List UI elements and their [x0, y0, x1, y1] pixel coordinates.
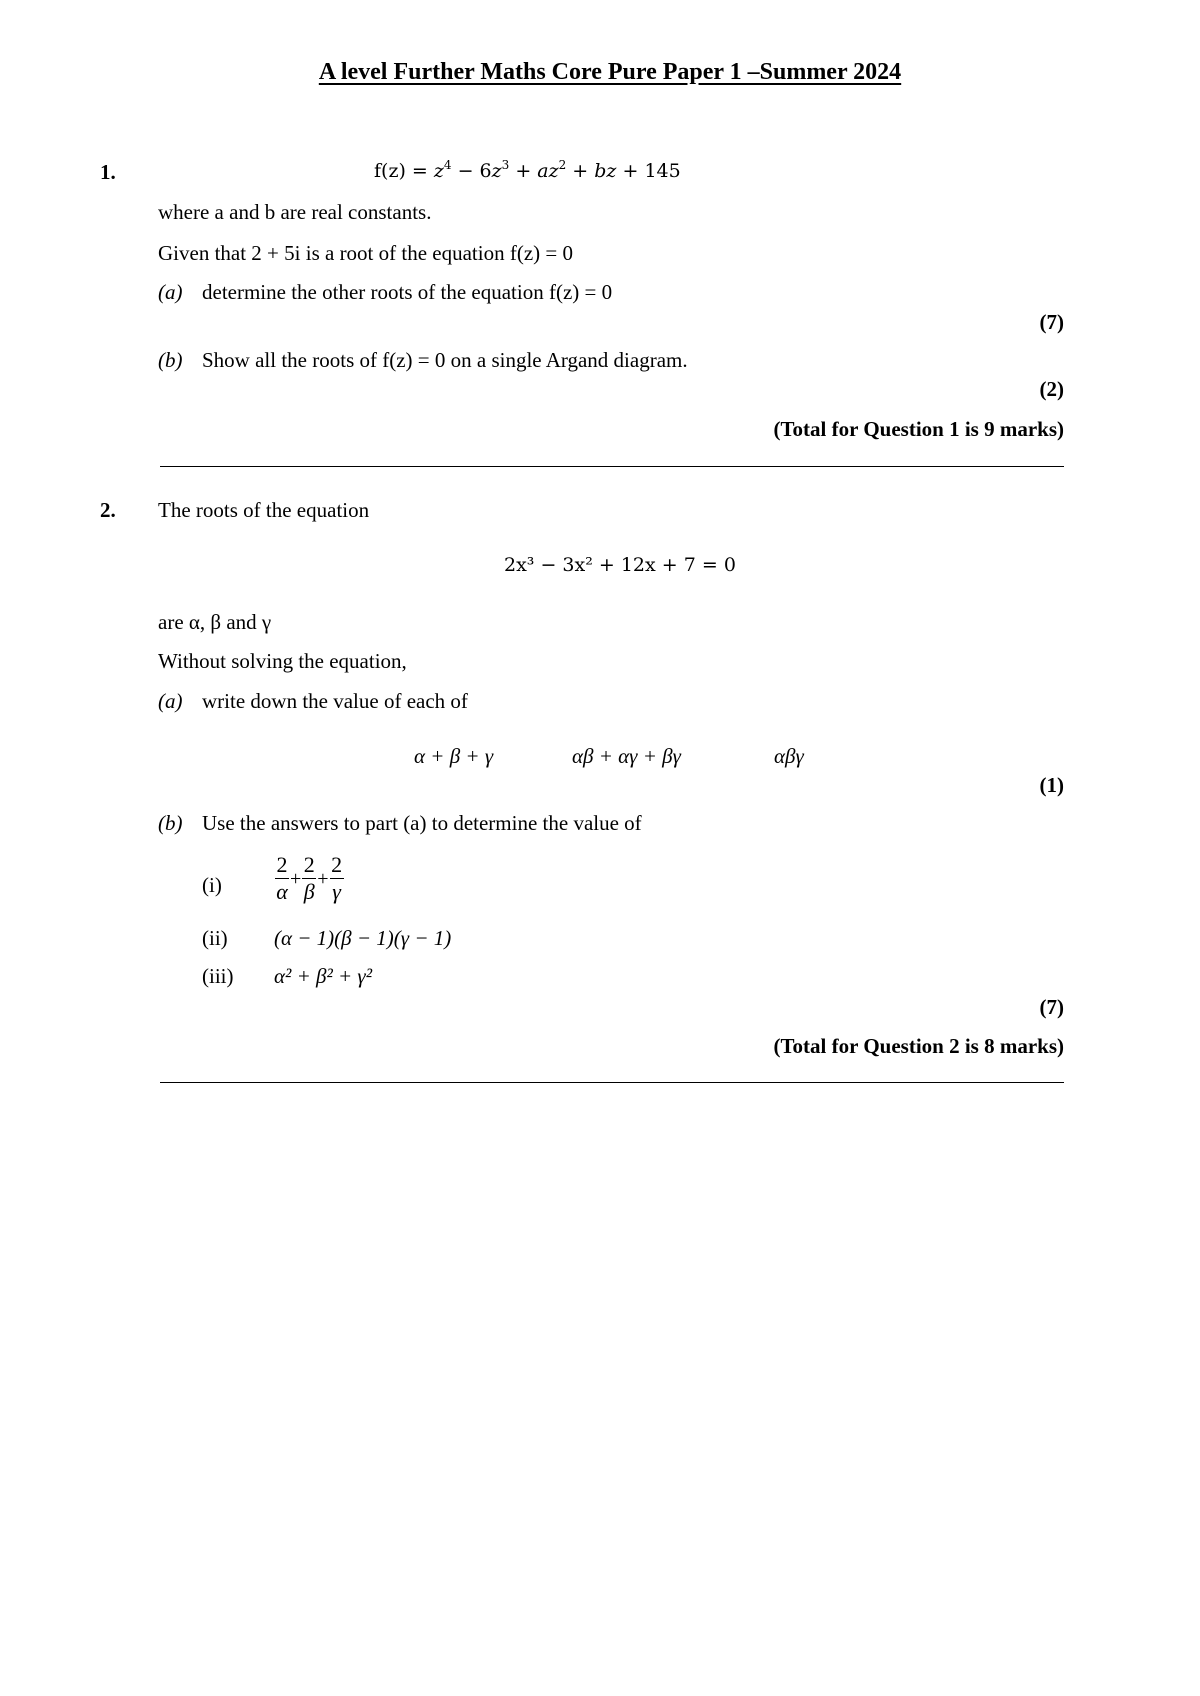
q2-pair-sum-expression: αβ + αγ + βγ	[572, 744, 681, 768]
q2-part-a-marks: (1)	[1039, 773, 1064, 797]
q2-total: (Total for Question 2 is 8 marks)	[773, 1034, 1064, 1058]
q1-function-lhs: f(z) =	[374, 160, 434, 182]
q2-cubic-equation: 2x³ − 3x² + 12x + 7 = 0	[504, 554, 736, 576]
q2-sub-i-label: (i)	[202, 873, 222, 897]
q2-sub-i-fraction-sum: $\frac{2}{\alpha}$ + $\frac{2}{\beta}$ + $\frac{2}{\gamma}$	[276, 852, 343, 904]
q1-total: (Total for Question 1 is 9 marks)	[773, 417, 1064, 441]
fraction-2-over-alpha: $\frac{2}{\alpha}$	[276, 852, 288, 904]
q2-part-a-text: write down the value of each of	[202, 689, 468, 713]
q2-part-b-marks: (7)	[1039, 995, 1064, 1019]
q1-given-text: Given that 2 + 5i is a root of the equation f(z) = 0	[158, 241, 573, 265]
q1-where-text: where a and b are real constants.	[158, 200, 432, 224]
q2-part-b-label: (b)	[158, 811, 183, 835]
question-1-number: 1.	[100, 160, 116, 184]
q2-sub-ii-label: (ii)	[202, 926, 228, 950]
q1-part-b-marks: (2)	[1039, 377, 1064, 401]
q2-sub-ii-expression: (α − 1)(β − 1)(γ − 1)	[274, 926, 452, 950]
q1-function-definition: $f(z) = z^4 - 6z^3 + az^2$ + bz + 145	[374, 158, 681, 182]
q1-part-a-label: (a)	[158, 280, 183, 304]
q2-product-expression: αβγ	[774, 744, 804, 768]
q2-sum-expression: α + β + γ	[414, 744, 494, 768]
q2-sub-iii-label: (iii)	[202, 964, 234, 988]
fraction-2-over-beta: $\frac{2}{\beta}$	[303, 852, 315, 904]
q2-separator-line	[160, 1082, 1064, 1083]
page-title: A level Further Maths Core Pure Paper 1 –Summer 2024	[318, 59, 902, 85]
q1-separator-line	[160, 466, 1064, 467]
question-2-number: 2.	[100, 498, 116, 522]
q2-roots-text: are α, β and γ	[158, 610, 272, 634]
q1-part-b-text: Show all the roots of f(z) = 0 on a single Argand diagram.	[202, 348, 688, 372]
q1-part-a-text: determine the other roots of the equation f(z) = 0	[202, 280, 613, 304]
fraction-2-over-gamma: $\frac{2}{\gamma}$	[331, 852, 343, 904]
q1-part-a-marks: (7)	[1039, 310, 1064, 334]
q1-part-b-label: (b)	[158, 348, 183, 372]
q2-sub-iii-expression: α² + β² + γ²	[274, 964, 372, 988]
q2-without-text: Without solving the equation,	[158, 649, 407, 673]
q2-part-a-label: (a)	[158, 689, 183, 713]
q2-intro-text: The roots of the equation	[158, 498, 370, 522]
q2-part-b-text: Use the answers to part (a) to determine the value of	[202, 811, 642, 835]
